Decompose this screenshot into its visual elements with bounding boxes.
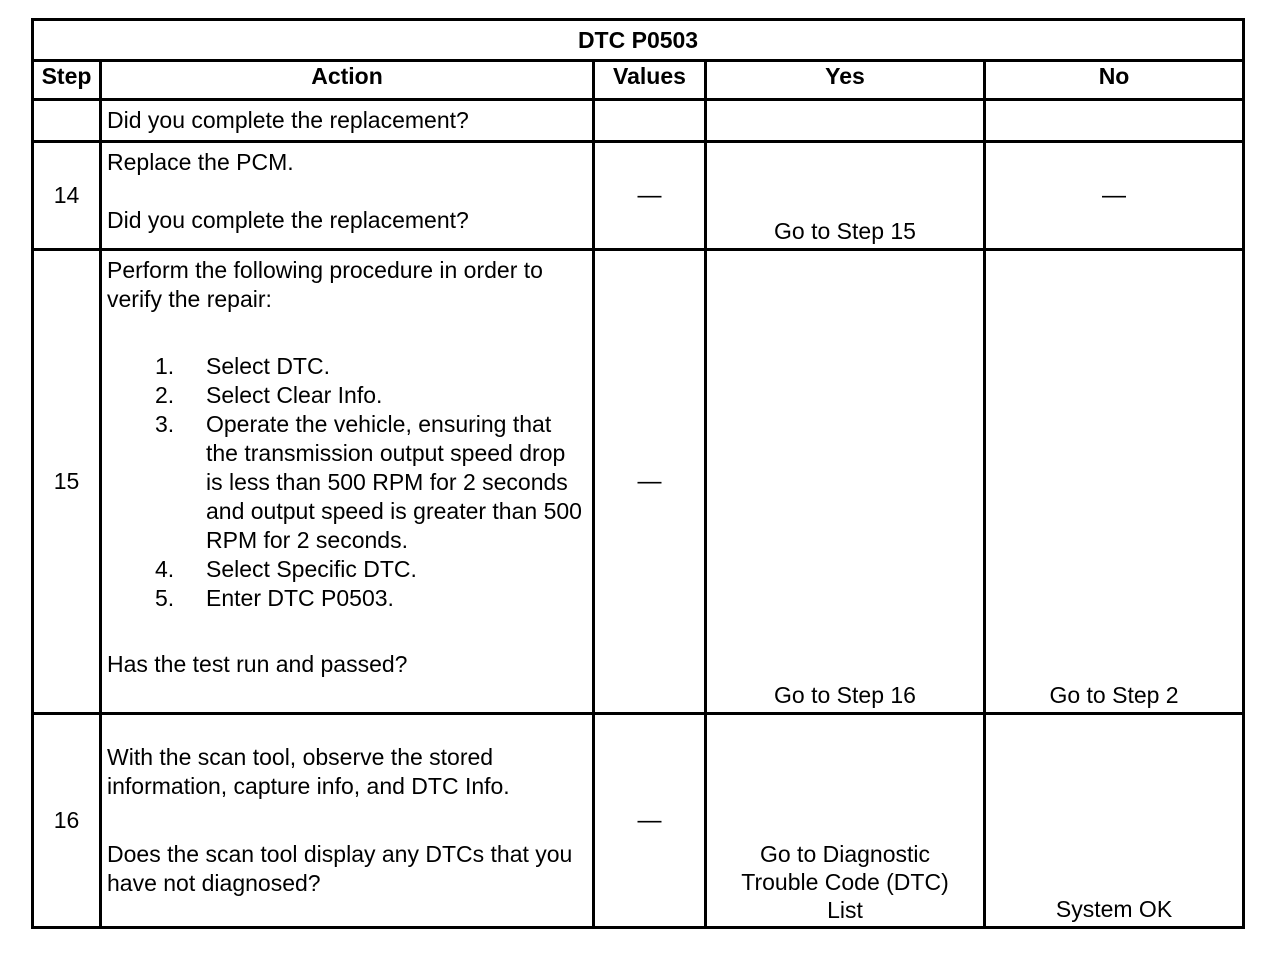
step-number: 16	[33, 714, 101, 928]
table-row	[33, 714, 1244, 928]
header-yes: Yes	[706, 61, 985, 100]
list-item	[107, 352, 587, 381]
spacer	[107, 801, 587, 840]
yes-cell: Go to Diagnostic Trouble Code (DTC) List	[706, 714, 985, 928]
spacer	[107, 177, 587, 206]
values-cell: —	[594, 250, 706, 714]
no-cell: Go to Step 2	[985, 250, 1244, 714]
list-item	[107, 410, 587, 555]
no-cell: —	[985, 142, 1244, 250]
spacer	[107, 314, 587, 352]
step-number: 15	[33, 250, 101, 714]
list-number: 3.	[155, 411, 175, 437]
procedure-list	[107, 352, 587, 613]
action-cell	[101, 714, 594, 928]
list-text: Operate the vehicle, ensuring that the transmission output speed drop is less than 500 RPM for 2 seconds and output speed is greater than 500 RPM for 2 seconds.	[206, 411, 582, 553]
list-number: 2.	[155, 382, 175, 408]
list-number: 1.	[155, 353, 175, 379]
table-row	[33, 250, 1244, 714]
title-row	[33, 20, 1244, 61]
action-cell	[101, 250, 594, 714]
table-row	[33, 142, 1244, 250]
yes-cell	[706, 100, 985, 142]
header-no: No	[985, 61, 1244, 100]
action-question: Did you complete the replacement?	[107, 207, 469, 233]
values-cell: —	[594, 142, 706, 250]
values-cell	[594, 100, 706, 142]
yes-cell: Go to Step 15	[706, 142, 985, 250]
step-number: 14	[33, 142, 101, 250]
dtc-table	[31, 18, 1245, 929]
action-cell	[101, 100, 594, 142]
no-cell: System OK	[985, 714, 1244, 928]
table-row	[33, 100, 1244, 142]
list-text: Select Clear Info.	[206, 382, 383, 408]
action-intro: Replace the PCM.	[107, 149, 294, 175]
action-intro: With the scan tool, observe the stored information, capture info, and DTC Info.	[107, 744, 510, 799]
list-number: 4.	[155, 556, 175, 582]
header-row	[33, 61, 1244, 100]
header-values: Values	[594, 61, 706, 100]
no-cell	[985, 100, 1244, 142]
step-number	[33, 100, 101, 142]
list-item	[107, 381, 587, 410]
spacer	[107, 613, 587, 650]
list-item	[107, 584, 587, 613]
action-question: Does the scan tool display any DTCs that you have not diagnosed?	[107, 841, 573, 896]
list-item	[107, 555, 587, 584]
action-cell	[101, 142, 594, 250]
list-text: Select DTC.	[206, 353, 330, 379]
list-text: Select Specific DTC.	[206, 556, 417, 582]
action-intro: Perform the following procedure in order to verify the repair:	[107, 257, 543, 312]
values-cell: —	[594, 714, 706, 928]
header-step: Step	[33, 61, 101, 100]
action-question: Has the test run and passed?	[107, 651, 408, 677]
header-action: Action	[101, 61, 594, 100]
yes-cell: Go to Step 16	[706, 250, 985, 714]
list-number: 5.	[155, 585, 175, 611]
action-question: Did you complete the replacement?	[107, 107, 469, 133]
table-title: DTC P0503	[33, 20, 1244, 61]
list-text: Enter DTC P0503.	[206, 585, 394, 611]
